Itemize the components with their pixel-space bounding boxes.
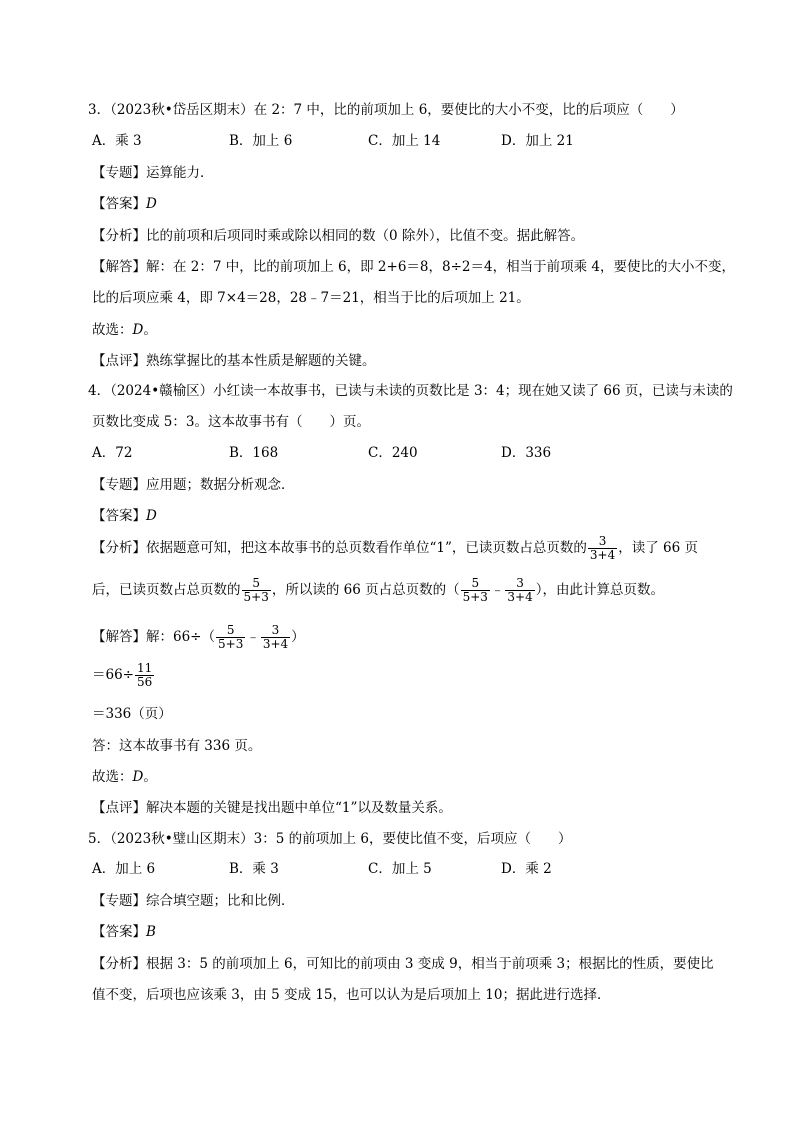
q3-option-a: A．乘 3 [92,133,142,149]
q4-guxuan: 故选：D。 [92,769,157,785]
q4-option-b: B．168 [229,445,279,461]
q5-option-d: D．乘 2 [501,861,552,877]
q5-zhuanti: 【专题】综合填空题；比和比例． [92,893,295,909]
q4-stem-line2: 页数比变成 5：3。这本故事书有（ ）页。 [92,414,370,430]
tag-jieda: 【解答】 [92,629,146,645]
q4-stem-line1: 4．（2024•赣榆区）小红读一本故事书，已读与未读的页数比是 3：4；现在她又读了 66 页，已读与未读的 [88,383,733,399]
q3-option-c: C．加上 14 [368,133,441,149]
tag-fenxi: 【分析】 [92,540,146,556]
q4-fenxi-line1: 【分析】依据题意可知，把这本故事书的总页数看作单位“1”，已读页数占总页数的 $\frac{3}{3+4}$ ，读了 66 页 [92,534,698,562]
tag-answer: 【答案】 [92,196,146,212]
q4-equation-1: ＝66÷ $\frac{11}{56}$ [92,661,153,689]
q4-reply: 答：这本故事书有 336 页。 [92,738,262,754]
q4-answer: 【答案】D [92,508,157,524]
q4-jieda-line1: 【解答】解：66÷（ $\frac{5}{5+3}$ ﹣ $\frac{3}{3+4}$ ） [92,623,305,651]
q5-fenxi-line1: 【分析】根据 3：5 的前项加上 6，可知比的前项由 3 变成 9，相当于前项乘 3；根据比的性质，要使比 [92,956,714,972]
q3-jieda-line2: 比的后项应乘 4，即 7×4＝28，28﹣7＝21，相当于比的后项加上 21。 [92,290,530,306]
q3-option-d: D．加上 21 [501,133,574,149]
q4-equation-2: ＝336（页） [92,706,172,722]
q5-option-b: B．乘 3 [229,861,279,877]
q4-option-a: A．72 [92,445,133,461]
tag-dianping: 【点评】 [92,353,146,369]
fraction-5-over-5plus3: $\frac{5}{5+3}$ [218,623,244,651]
tag-zhuanti: 【专题】 [92,477,146,493]
q3-fenxi: 【分析】比的前项和后项同时乘或除以相同的数（0 除外），比值不变。据此解答。 [92,228,585,244]
fraction-5-over-5plus3: $\frac{5}{5+3}$ [462,576,488,604]
fraction-3-over-3plus4: $\frac{3}{3+4}$ [262,623,289,651]
q5-answer: 【答案】B [92,924,156,940]
q4-option-c: C．240 [368,445,418,461]
tag-answer: 【答案】 [92,508,146,524]
tag-answer: 【答案】 [92,924,146,940]
q3-dianping: 【点评】熟练掌握比的基本性质是解题的关键。 [92,353,376,369]
fraction-3-over-3plus4: $\frac{3}{3+4}$ [589,534,616,562]
q3-stem: 3．（2023秋•岱岳区期末）在 2：7 中，比的前项加上 6，要使比的大小不变，比的后项应（ ） [88,102,684,118]
fraction-3-over-3plus4: $\frac{3}{3+4}$ [507,576,533,604]
tag-dianping: 【点评】 [92,800,146,816]
q4-zhuanti: 【专题】应用题；数据分析观念． [92,477,295,493]
q3-option-b: B．加上 6 [229,133,293,149]
q3-answer: 【答案】D [92,196,157,212]
q5-stem: 5．（2023秋•璧山区期末）3：5 的前项加上 6，要使比值不变，后项应（ ） [88,831,572,847]
q3-zhuanti: 【专题】运算能力． [92,165,214,181]
tag-zhuanti: 【专题】 [92,165,146,181]
q4-dianping: 【点评】解决本题的关键是找出题中单位“1”以及数量关系。 [92,800,452,816]
q5-fenxi-line2: 值不变，后项也应该乘 3，由 5 变成 15，也可以认为是后项加上 10；据此进行选择． [92,987,611,1003]
q4-option-d: D．336 [501,445,552,461]
fraction-11-over-56: $\frac{11}{56}$ [137,661,153,689]
tag-zhuanti: 【专题】 [92,893,146,909]
q4-fenxi-line2: 后，已读页数占总页数的 $\frac{5}{5+3}$ ，所以读的 66 页占总页数的（ $\frac{5}{5+3}$ ﹣ $\frac{3}{3+4}$ ），由此计算总页数。 [92,576,664,604]
q3-guxuan: 故选：D。 [92,322,157,338]
fraction-5-over-5plus3: $\frac{5}{5+3}$ [243,576,269,604]
tag-fenxi: 【分析】 [92,228,146,244]
tag-jieda: 【解答】 [92,259,146,275]
q5-option-c: C．加上 5 [368,861,432,877]
q5-option-a: A．加上 6 [92,861,156,877]
q3-jieda-line1: 【解答】解：在 2：7 中，比的前项加上 6，即 2+6＝8，8÷2＝4，相当于前项乘 4，要使比的大小不变， [92,259,735,275]
tag-fenxi: 【分析】 [92,956,146,972]
